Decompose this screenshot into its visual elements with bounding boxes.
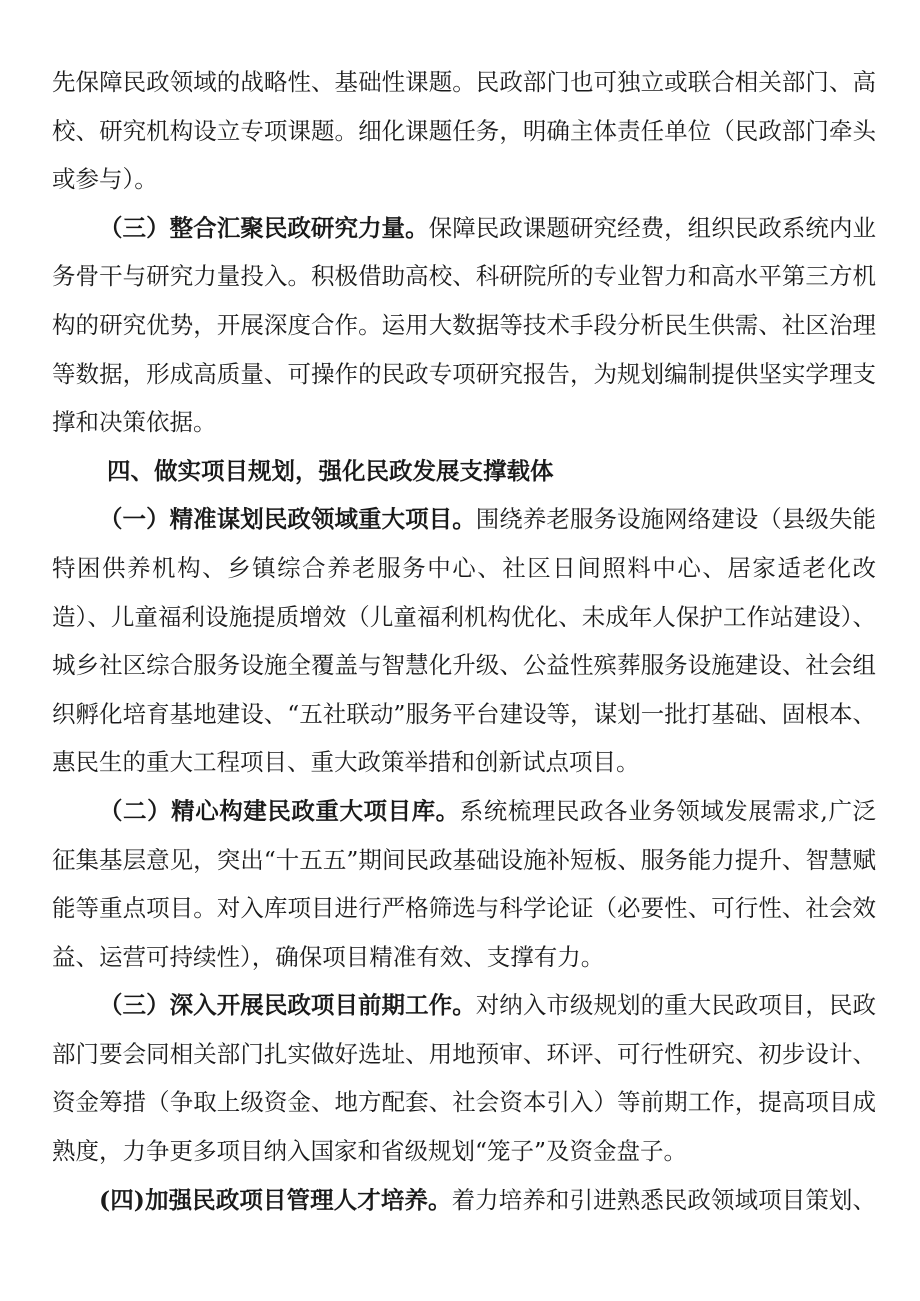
paragraph-talent-training [52, 1176, 876, 1225]
paragraph-text: 对纳入市级规划的重大民政项目，民政部门要会同相关部门扎实做好选址、用地预审、环评、可行性研究、初步设计、资金筹措（争取上级资金、地方配套、社会资本引入）等前期工作，提高项目成熟度，力争更多项目纳入国家和省级规划“笼子”及资金盘子。 [52, 991, 876, 1166]
paragraph-text: 着力培养和引进熟悉民政领域项目策划、 [451, 1185, 876, 1214]
paragraph-research-topics [52, 58, 876, 204]
paragraph-lead: （三）深入开展民政项目前期工作。 [99, 991, 476, 1020]
paragraph-research-forces [52, 204, 876, 447]
paragraph-lead: （一）精准谋划民政领域重大项目。 [99, 505, 476, 534]
paragraph-text: 围绕养老服务设施网络建设（县级失能特困供养机构、乡镇综合养老服务中心、社区日间照料中心、居家适老化改造）、儿童福利设施提质增效（儿童福利机构优化、未成年人保护工作站建设）、城乡社区综合服务设施全覆盖与智慧化升级、公益性殡葬服务设施建设、社会组织孵化培育基地建设、“五社联动”服务平台建设等，谋划一批打基础、固根本、惠民生的重大工程项目、重大政策举措和创新试点项目。 [52, 505, 876, 777]
paragraph-text: 系统梳理民政各业务领域发展需求,广泛征集基层意见，突出“十五五”期间民政基础设施补短板、服务能力提升、智慧赋能等重点项目。对入库项目进行严格筛选与科学论证（必要性、可行性、社会效益、运营可持续性），确保项目精准有效、支撑有力。 [52, 796, 876, 971]
paragraph-major-projects [52, 495, 876, 787]
paragraph-lead: (四)加强民政项目管理人才培养。 [99, 1185, 452, 1214]
section-heading-text: 四、做实项目规划，强化民政发展支撑载体 [107, 456, 554, 485]
document-page [52, 58, 876, 1224]
paragraph-lead: （二）精心构建民政重大项目库。 [99, 796, 460, 825]
paragraph-lead: （三）整合汇聚民政研究力量。 [99, 213, 429, 242]
paragraph-text: 保障民政课题研究经费，组织民政系统内业务骨干与研究力量投入。积极借助高校、科研院所的专业智力和高水平第三方机构的研究优势，开展深度合作。运用大数据等技术手段分析民生供需、社区治理等数据，形成高质量、可操作的民政专项研究报告，为规划编制提供坚实学理支撑和决策依据。 [52, 213, 876, 437]
section-heading [52, 447, 876, 496]
paragraph-project-library [52, 787, 876, 981]
paragraph-text: 先保障民政领域的战略性、基础性课题。民政部门也可独立或联合相关部门、高校、研究机构设立专项课题。细化课题任务，明确主体责任单位（民政部门牵头或参与）。 [52, 68, 876, 194]
paragraph-preliminary-work [52, 981, 876, 1175]
